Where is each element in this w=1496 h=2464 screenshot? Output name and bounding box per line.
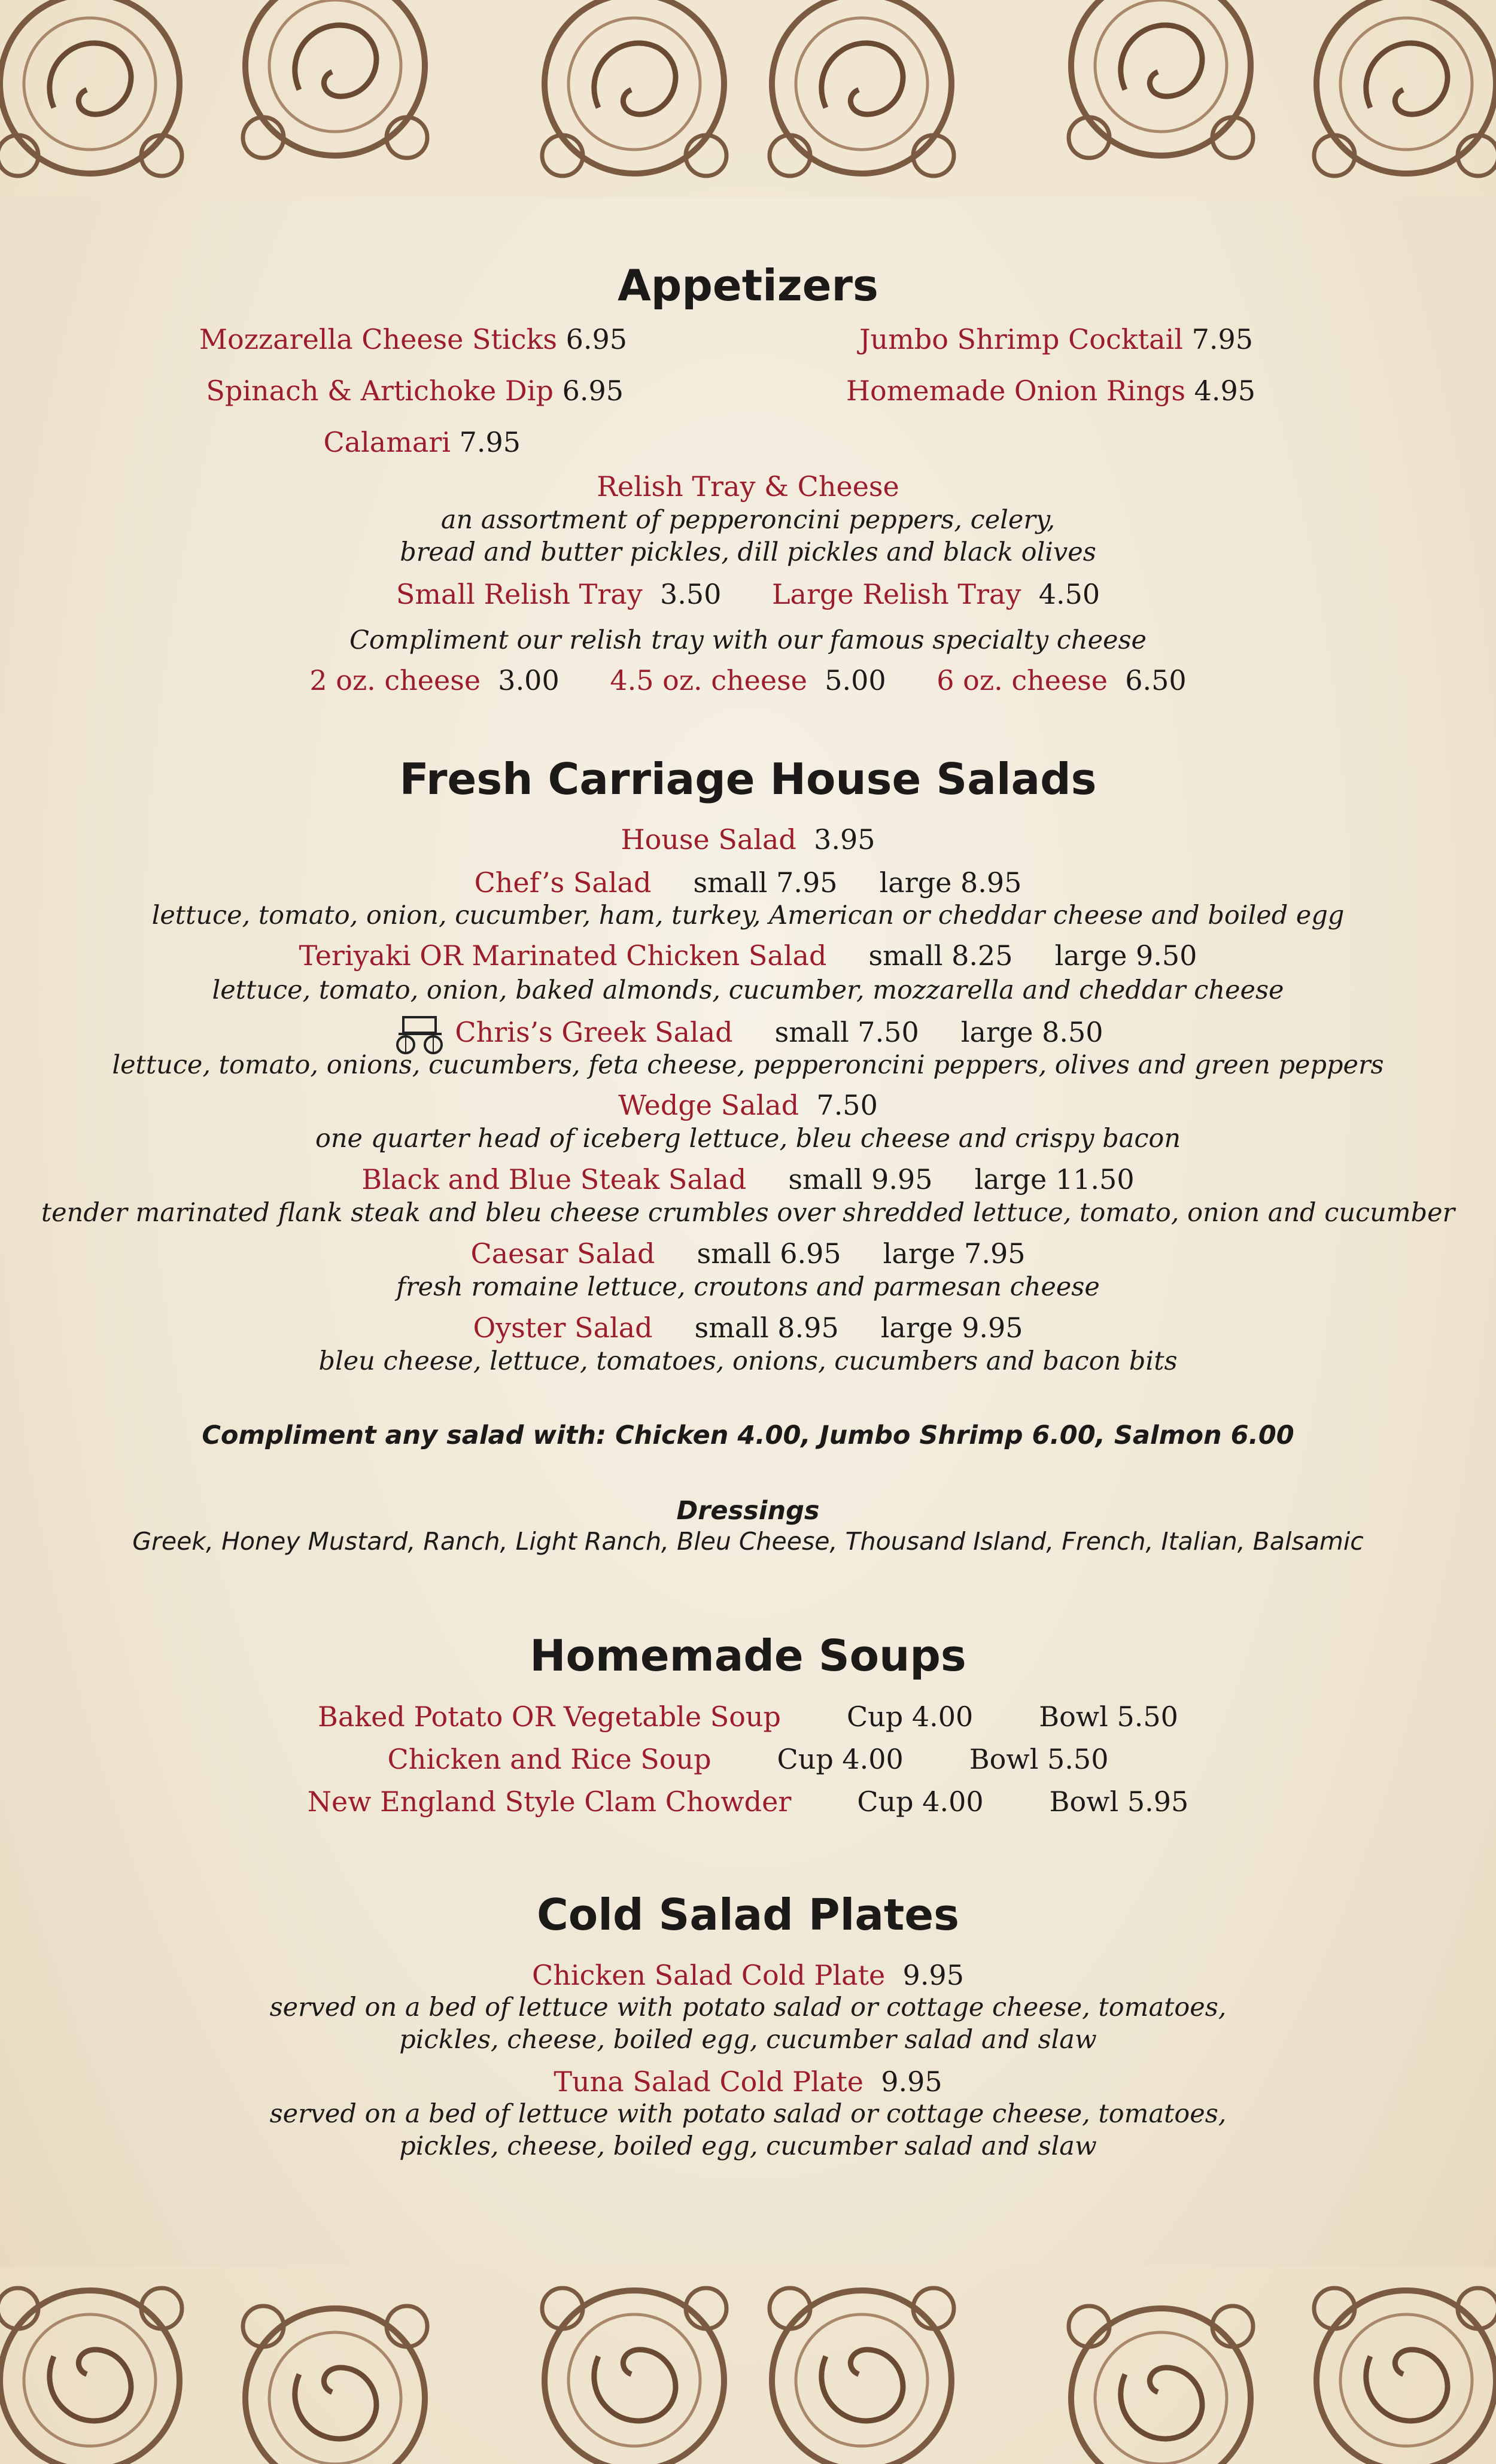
menu-item: Homemade Onion Rings 4.95 xyxy=(846,375,1255,407)
item-description: lettuce, tomato, onion, cucumber, ham, turkey, American or cheddar cheese and boiled egg xyxy=(151,901,1345,930)
cheese-note: Compliment our relish tray with our famous specialty cheese xyxy=(349,625,1147,655)
menu-item: Jumbo Shrimp Cocktail 7.95 xyxy=(859,323,1253,355)
menu-item: Chris’s Greek Salad small 7.50 large 8.50 xyxy=(0,1014,1496,1055)
dressings-title: Dressings xyxy=(676,1496,820,1526)
menu-item: Mozzarella Cheese Sticks 6.95 xyxy=(199,323,627,355)
menu-item: New England Style Clam Chowder Cup 4.00 Bowl 5.95 xyxy=(307,1785,1189,1818)
soups-heading: Homemade Soups xyxy=(530,1631,966,1681)
menu-item: Black and Blue Steak Salad small 9.95 large 11.50 xyxy=(361,1163,1135,1196)
item-description: tender marinated flank steak and bleu cheese crumbles over shredded lettuce, tomato, onion and cucumber xyxy=(41,1198,1455,1228)
menu-item: Baked Potato OR Vegetable Soup Cup 4.00 Bowl 5.50 xyxy=(318,1701,1178,1733)
item-description: served on a bed of lettuce with potato salad or cottage cheese, tomatoes, xyxy=(269,1993,1227,2022)
menu-item: Wedge Salad 7.50 xyxy=(618,1089,878,1121)
menu-item: Chicken and Rice Soup Cup 4.00 Bowl 5.50 xyxy=(387,1743,1109,1775)
relish-tray-sizes: Small Relish Tray 3.50 Large Relish Tray 4.50 xyxy=(396,578,1100,610)
salads-heading: Fresh Carriage House Salads xyxy=(399,754,1097,804)
item-description: pickles, cheese, boiled egg, cucumber salad and slaw xyxy=(399,2025,1097,2055)
menu-item: Spinach & Artichoke Dip 6.95 xyxy=(206,375,624,407)
carriage-icon xyxy=(393,1014,446,1055)
cold-plates-heading: Cold Salad Plates xyxy=(536,1890,960,1940)
item-description: pickles, cheese, boiled egg, cucumber salad and slaw xyxy=(399,2131,1097,2161)
item-description: one quarter head of iceberg lettuce, bleu cheese and crispy bacon xyxy=(315,1124,1181,1154)
menu-item: Teriyaki OR Marinated Chicken Salad small 8.25 large 9.50 xyxy=(299,939,1197,972)
item-description: lettuce, tomato, onion, baked almonds, cucumber, mozzarella and cheddar cheese xyxy=(212,975,1284,1005)
item-description: lettuce, tomato, onions, cucumbers, feta cheese, pepperoncini peppers, olives and green peppers xyxy=(112,1050,1384,1080)
appetizers-heading: Appetizers xyxy=(618,260,878,311)
item-description: bleu cheese, lettuce, tomatoes, onions, cucumbers and bacon bits xyxy=(318,1346,1178,1376)
relish-tray-desc-2: bread and butter pickles, dill pickles and black olives xyxy=(400,537,1096,567)
menu-item: House Salad 3.95 xyxy=(621,823,875,856)
item-description: served on a bed of lettuce with potato salad or cottage cheese, tomatoes, xyxy=(269,2099,1227,2129)
item-description: fresh romaine lettuce, croutons and parmesan cheese xyxy=(396,1272,1100,1302)
menu-item: Chicken Salad Cold Plate 9.95 xyxy=(532,1959,964,1991)
menu-item: Tuna Salad Cold Plate 9.95 xyxy=(554,2065,942,2098)
dressings-list: Greek, Honey Mustard, Ranch, Light Ranch, Bleu Cheese, Thousand Island, French, Italian, Balsamic xyxy=(132,1527,1364,1556)
relish-tray-name: Relish Tray & Cheese xyxy=(597,470,899,503)
menu-item: Oyster Salad small 8.95 large 9.95 xyxy=(473,1312,1023,1344)
cheese-options: 2 oz. cheese 3.00 4.5 oz. cheese 5.00 6 oz. cheese 6.50 xyxy=(309,664,1187,696)
relish-tray-desc-1: an assortment of pepperoncini peppers, celery, xyxy=(440,505,1056,535)
menu-item: Caesar Salad small 6.95 large 7.95 xyxy=(470,1237,1026,1270)
salad-addons: Compliment any salad with: Chicken 4.00, Jumbo Shrimp 6.00, Salmon 6.00 xyxy=(202,1420,1294,1450)
menu-item: Chef’s Salad small 7.95 large 8.95 xyxy=(474,866,1022,899)
menu-item: Calamari 7.95 xyxy=(323,426,521,458)
